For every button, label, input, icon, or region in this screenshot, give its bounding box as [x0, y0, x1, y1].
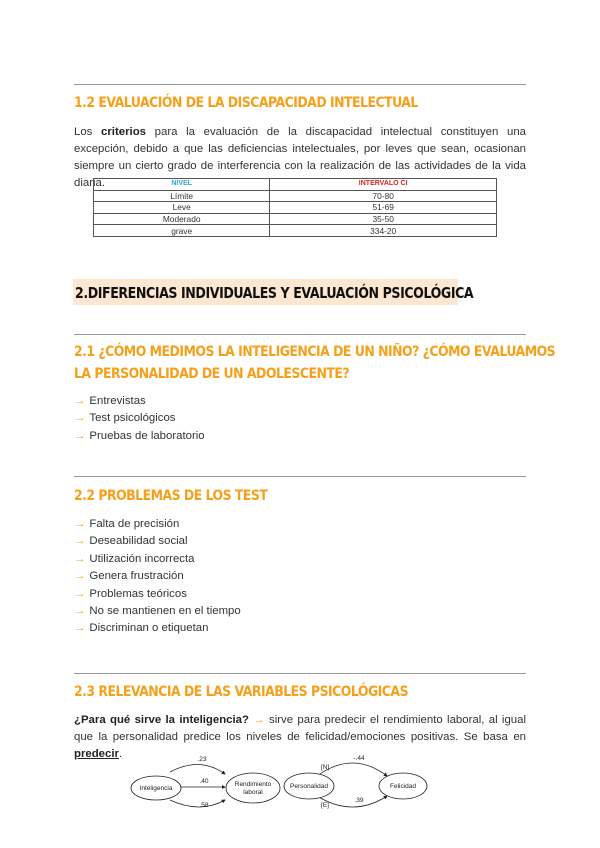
- table-header-row: [94, 179, 497, 191]
- section-2-3-title: 2.3 RELEVANCIA DE LAS VARIABLES PSICOLÓGICAS: [74, 684, 409, 700]
- table-cell: 334-20: [270, 225, 497, 237]
- table-row: [94, 225, 497, 237]
- section-2-title: 2.DIFERENCIAS INDIVIDUALES Y EVALUACIÓN PSICOLÓGICA: [75, 284, 474, 302]
- path-bottom: [170, 800, 225, 807]
- arrow-right-icon: →: [74, 535, 86, 548]
- table-cell: 51-69: [270, 202, 497, 214]
- divider-top: [74, 84, 526, 85]
- node-a-label: Inteligencia: [139, 785, 173, 792]
- table-cell: Moderado: [94, 213, 270, 225]
- arrow-right-icon: →: [74, 552, 86, 565]
- list-item-text: Utilización incorrecta: [89, 552, 195, 565]
- node-rendimiento: [226, 773, 280, 803]
- keyword-predecir: predecir: [74, 748, 119, 760]
- list-item: [74, 393, 205, 410]
- section-2-2-title: 2.2 PROBLEMAS DE LOS TEST: [74, 488, 268, 504]
- coef-top: .23: [197, 756, 207, 763]
- list-item: [74, 516, 241, 533]
- para-bold-criterios: criterios: [101, 126, 146, 138]
- section-2-1-title-line2: LA PERSONALIDAD DE UN ADOLESCENTE?: [74, 366, 350, 382]
- tag-bottom: [E]: [321, 802, 329, 809]
- node-b-label-2: laboral: [243, 789, 263, 796]
- para-text-rest: para la evaluación de la discapacidad intelectual constituyen una excepción, debido a que las deficiencias intelectuales, por leves que sean, ocasionan siempre un cierto grado de interferencia con la realización de las actividades de la vida diaria.: [74, 126, 526, 189]
- divider-2-3: [74, 673, 526, 674]
- tag-top: [N]: [320, 764, 330, 771]
- arrow-right-icon: →: [74, 395, 86, 407]
- arrow-right-icon: →: [74, 412, 86, 425]
- path-top: [170, 764, 225, 774]
- answer-end: .: [118, 748, 123, 760]
- list-item: [74, 428, 205, 445]
- diagram-personalidad: [283, 752, 433, 812]
- list-item-text: No se mantienen en el tiempo: [89, 604, 241, 617]
- table-row: [94, 202, 497, 214]
- list-item-text: Discriminan o etiquetan: [89, 622, 209, 635]
- list-item-text: Entrevistas: [89, 395, 146, 407]
- table-cell: grave: [94, 225, 270, 237]
- list-item: [74, 620, 241, 637]
- list-item: [74, 533, 241, 550]
- coef-bottom: .58: [199, 802, 209, 809]
- criteria-table: [93, 178, 497, 237]
- list-item-text: Problemas teóricos: [89, 587, 187, 600]
- table-header-intervalo: INTERVALO CI: [270, 179, 497, 191]
- list-item-text: Falta de precisión: [89, 518, 180, 530]
- para-text-start: Los: [74, 126, 102, 138]
- arrow-right-icon: →: [74, 622, 86, 635]
- coef-mid: .40: [199, 778, 209, 785]
- list-item: [74, 410, 205, 427]
- arrow-right-icon: →: [74, 429, 86, 442]
- section-2-1-title-line1: 2.1 ¿CÓMO MEDIMOS LA INTELIGENCIA DE UN NIÑO? ¿CÓMO EVALUAMOS: [74, 344, 556, 360]
- list-item: [74, 551, 241, 568]
- table-cell: 70-80: [270, 190, 497, 202]
- divider-2-1: [74, 334, 526, 335]
- arrow-right-icon: →: [74, 587, 86, 600]
- list-item-text: Deseabilidad social: [89, 535, 188, 548]
- divider-2-2: [74, 476, 526, 477]
- section-2-1-list: [74, 393, 205, 445]
- arrow-right-icon: →: [74, 604, 86, 617]
- answer-text: sirve para predecir el rendimiento laboral, al igual que la personalidad predice los niveles de felicidad/emociones positivas. Se basa en: [74, 714, 526, 743]
- table-cell: Leve: [94, 202, 270, 214]
- section-2-2-list: [74, 516, 241, 638]
- arrow-right-icon: →: [253, 714, 265, 726]
- table-row: [94, 190, 497, 202]
- node-b-label-1: Rendimiento: [234, 781, 272, 788]
- node-a-label: Personalidad: [290, 783, 328, 790]
- list-item: [74, 568, 241, 585]
- table-row: [94, 213, 497, 225]
- list-item-text: Pruebas de laboratorio: [89, 429, 205, 442]
- list-item-text: Test psicológicos: [89, 412, 176, 425]
- list-item-text: Genera frustración: [89, 570, 184, 583]
- arrow-right-icon: →: [74, 518, 86, 530]
- table-cell: 35-50: [270, 213, 497, 225]
- coef-top: -.44: [353, 755, 365, 762]
- table-cell: Límite: [94, 190, 270, 202]
- section-1-2-title: 1.2 EVALUACIÓN DE LA DISCAPACIDAD INTELECTUAL: [74, 95, 418, 111]
- question-bold: ¿Para qué sirve la inteligencia?: [74, 714, 249, 726]
- list-item: [74, 603, 241, 620]
- table-header-nivel: NIVEL: [94, 179, 270, 191]
- arrow-right-icon: →: [74, 570, 86, 583]
- coef-bottom: .39: [354, 797, 364, 804]
- diagram-inteligencia: [130, 752, 290, 812]
- list-item: [74, 586, 241, 603]
- node-b-label: Felicidad: [389, 783, 417, 790]
